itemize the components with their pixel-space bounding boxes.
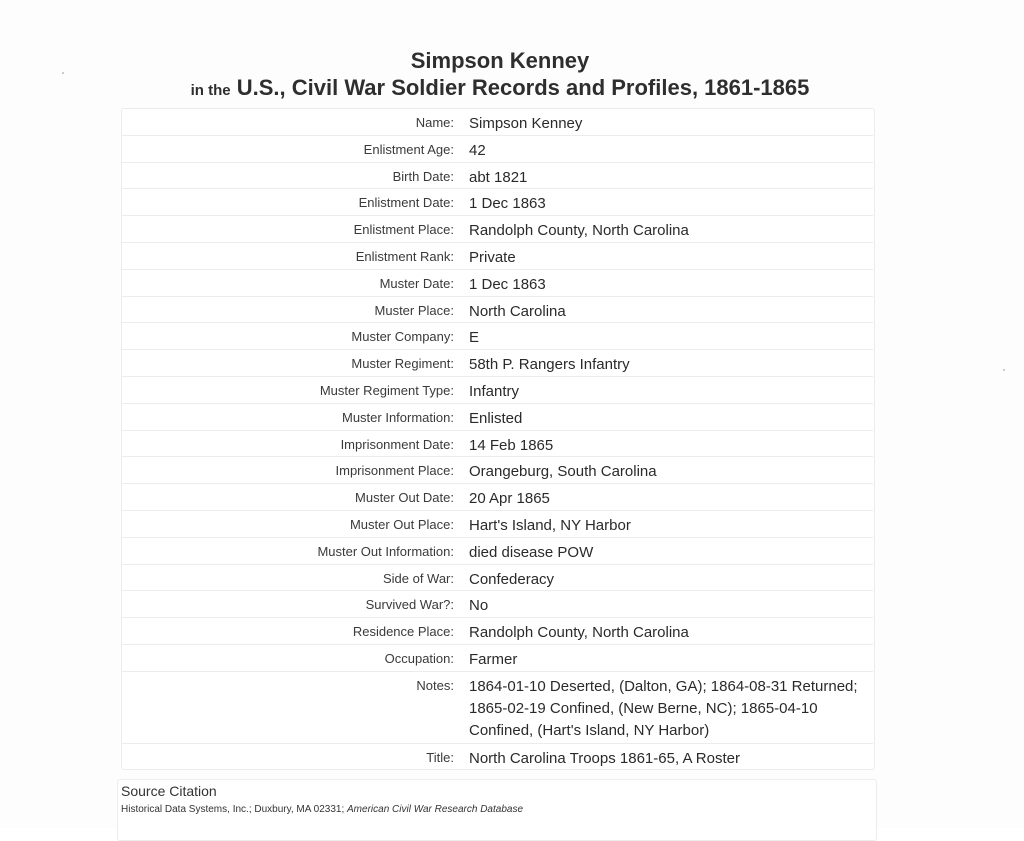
- record-row: [121, 645, 873, 672]
- field-label: Muster Place:: [374, 302, 454, 318]
- record-row: [121, 672, 873, 744]
- field-value: Randolph County, North Carolina: [469, 624, 689, 642]
- field-value: Enlisted: [469, 409, 523, 427]
- field-label: Survived War?:: [365, 597, 454, 613]
- field-value: No: [469, 597, 489, 615]
- record-row: [121, 136, 873, 163]
- record-row: [121, 744, 873, 771]
- record-row: [121, 350, 873, 377]
- field-label: Muster Out Information:: [317, 543, 454, 559]
- record-row: [121, 216, 873, 243]
- record-row: [121, 377, 873, 404]
- record-header: [0, 48, 1000, 105]
- source-citation-text: [121, 804, 523, 815]
- collection-prefix: in the: [190, 82, 231, 99]
- field-label: Muster Date:: [379, 275, 454, 291]
- record-row: [121, 270, 873, 297]
- field-value: Orangeburg, South Carolina: [469, 463, 657, 481]
- field-label: Muster Regiment Type:: [319, 383, 454, 398]
- field-value: abt 1821: [469, 168, 528, 186]
- field-label: Muster Out Date:: [355, 490, 454, 506]
- field-value: E: [469, 329, 480, 347]
- field-label: Notes:: [416, 677, 454, 693]
- field-value: 1 Dec 1863: [469, 275, 546, 293]
- field-value: 1864-01-10 Deserted, (Dalton, GA); 1864-08-31 Returned; 1865-02-19 Confined, (New Berne, NC); 1865-04-10 Confined, (Hart's Island, NY Harbor): [469, 677, 858, 739]
- field-label: Title:: [426, 749, 454, 765]
- record-row: [121, 484, 873, 511]
- record-row: [121, 538, 873, 565]
- field-value: Confederacy: [469, 570, 555, 588]
- record-row: [121, 323, 873, 350]
- collection-title: [0, 74, 1000, 105]
- field-value: Private: [469, 249, 516, 266]
- field-label: Enlistment Age:: [363, 141, 454, 157]
- field-value: Infantry: [469, 383, 520, 400]
- field-value: Simpson Kenney: [469, 115, 583, 132]
- field-label: Muster Company:: [351, 329, 454, 345]
- field-label: Muster Out Place:: [349, 517, 454, 532]
- field-label: Muster Information:: [342, 409, 454, 425]
- record-row: [121, 511, 873, 538]
- record-row: [121, 243, 873, 270]
- field-label: Enlistment Place:: [353, 222, 454, 238]
- field-label: Residence Place:: [352, 624, 454, 640]
- source-citation-heading: Source Citation: [121, 783, 217, 799]
- field-label: Imprisonment Date:: [340, 436, 454, 452]
- field-value: 14 Feb 1865: [469, 436, 554, 454]
- source-publisher: Historical Data Systems, Inc.; Duxbury, MA 02331;: [121, 804, 345, 815]
- field-value: 1 Dec 1863: [469, 195, 546, 213]
- field-value: died disease POW: [469, 543, 594, 561]
- source-database: American Civil War Research Database: [347, 804, 524, 815]
- record-row: [121, 565, 873, 592]
- record-title: Simpson Kenney: [410, 48, 590, 73]
- field-value: North Carolina Troops 1861-65, A Roster: [469, 749, 740, 767]
- field-label: Muster Regiment:: [351, 356, 454, 372]
- scan-speck: [62, 72, 64, 74]
- field-label: Enlistment Date:: [358, 195, 454, 211]
- field-label: Side of War:: [382, 570, 454, 586]
- scan-speck: [1003, 369, 1005, 371]
- field-value: 58th P. Rangers Infantry: [469, 356, 630, 374]
- field-label: Birth Date:: [392, 168, 454, 184]
- collection-name: U.S., Civil War Soldier Records and Profiles, 1861-1865: [236, 75, 810, 100]
- record-row: [121, 404, 873, 431]
- field-value: 20 Apr 1865: [469, 490, 550, 508]
- record-row: [121, 297, 873, 324]
- field-label: Name:: [415, 115, 454, 130]
- field-label: Occupation:: [384, 651, 454, 666]
- record-row: [121, 457, 873, 484]
- record-row: [121, 189, 873, 216]
- record-row: [121, 618, 873, 645]
- record-row: [121, 591, 873, 618]
- field-value: 42: [469, 141, 486, 159]
- field-value: Randolph County, North Carolina: [469, 222, 689, 240]
- record-row: [121, 109, 873, 136]
- field-value: Hart's Island, NY Harbor: [469, 517, 631, 534]
- record-row: [121, 163, 873, 190]
- field-value: Farmer: [469, 651, 518, 668]
- field-label: Imprisonment Place:: [335, 463, 454, 479]
- field-value: North Carolina: [469, 302, 566, 320]
- record-row: [121, 431, 873, 458]
- field-label: Enlistment Rank:: [355, 249, 454, 264]
